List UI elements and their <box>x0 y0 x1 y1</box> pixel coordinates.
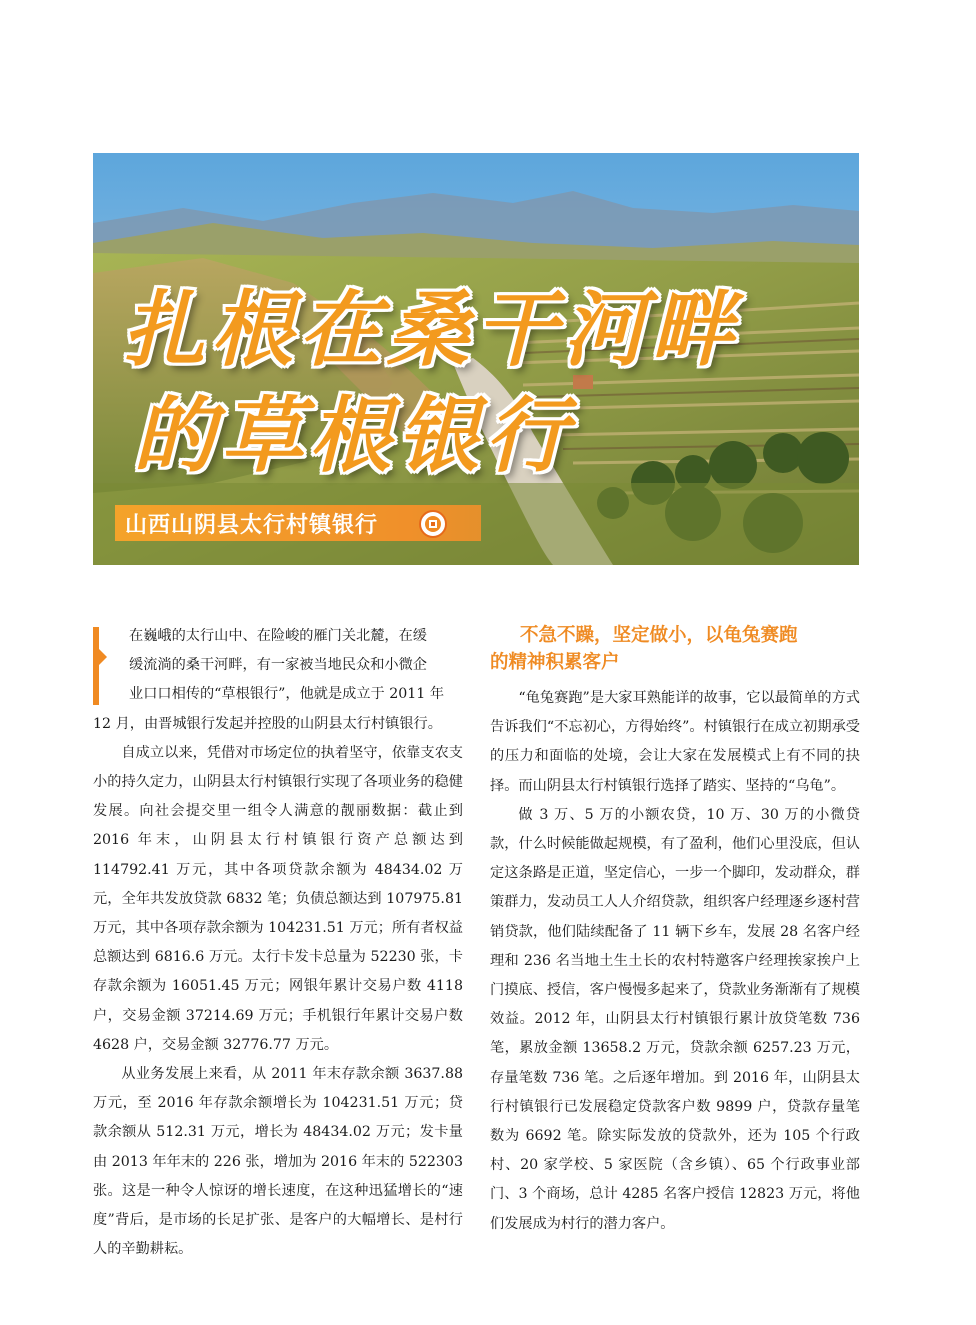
headline-line-1: 扎根在桑干河畔 <box>123 282 739 378</box>
headline-line-2: 的草根银行 <box>133 388 573 484</box>
left-column <box>93 622 463 1264</box>
section-heading <box>490 622 860 676</box>
intro-line-2: 缓流淌的桑干河畔，有一家被当地民众和小微企 <box>129 657 427 674</box>
paragraph: 做 3 万、5 万的小额农贷，10 万、30 万的小微贷款，什么时候能做起规模，有了盈利，他们心里没底，但认定这条路是正道，坚定信心，一步一个脚印，发动群众，群策群力，发动员工人人介绍贷款，组织客户经理逐乡逐村营销贷款，他们陆续配备了 11 辆下乡车，发展 28 名客户经理和 236 名当地土生土长的农村特邀客户经理挨家挨户上门摸底、授信，客户慢慢多起来了，贷款业务渐渐有了规模效益。2012 年，山阴县太行村镇银行累计放贷笔数 736 笔，累放金额 13658.2 万元，贷款余额 6257.23 万元，存量笔数 736 笔。之后逐年增加。到 2016 年，山阴县太行村镇银行已发展稳定贷款客户数 9899 户，贷款存量笔数为 6692 笔。除实际发放的贷款外，还为 105 个行政村、20 家学校、5 家医院（含乡镇）、65 个行政事业部门、3 个商场，总计 4285 名客户授信 12823 万元，将他们发展成为村行的潜力客户。 <box>490 806 860 1232</box>
section-heading-line-1: 不急不躁，坚定做小，以龟兔赛跑 <box>520 625 798 646</box>
right-column <box>490 622 860 1239</box>
bank-emblem-icon <box>419 510 447 538</box>
intro-block <box>93 622 463 710</box>
paragraph: 从业务发展上来看，从 2011 年末存款余额 3637.88 万元，至 2016 年存款余额增长为 104231.51 万元；贷款余额从 512.31 万元，增长为 48434.02 万元；发卡量由 2013 年年末的 226 张，增加为 2016 年末的 522303 张。这是一种令人惊讶的增长速度，在这种迅猛增长的“速度”背后，是市场的长足扩张、是客户的大幅增长、是村行人的辛勤耕耘。 <box>93 1066 463 1258</box>
intro-rest: 12 月，由晋城银行发起并控股的山阴县太行村镇银行。 <box>93 715 442 732</box>
intro-line-1: 在巍峨的太行山中、在险峻的雁门关北麓，在缓 <box>129 628 427 644</box>
intro-line-3: 业口口相传的“草根银行”，他就是成立于 2011 年 <box>129 686 445 703</box>
section-heading-line-2: 的精神积累客户 <box>490 652 620 673</box>
hero-banner <box>93 153 859 565</box>
paragraph: “龟兔赛跑”是大家耳熟能详的故事，它以最简单的方式告诉我们“不忘初心，方得始终”。村镇银行在成立初期承受的压力和面临的处境，会让大家在发展模式上有不同的抉择。而山阴县太行村镇银行选择了踏实、坚持的“乌龟”。 <box>490 690 860 794</box>
subtitle-text: 山西山阴县太行村镇银行 <box>125 512 379 538</box>
paragraph: 自成立以来，凭借对市场定位的执着坚守，依靠支农支小的持久定力，山阴县太行村镇银行实现了各项业务的稳健发展。向社会提交里一组令人满意的靓丽数据：截止到 2016 年末，山阴县太行村镇银行资产总额达到 114792.41 万元，其中各项贷款余额为 48434.02 万元，全年共发放贷款 6832 笔；负债总额达到 107975.81 万元，其中各项存款余额为 104231.51 万元；所有者权益总额达到 6816.6 万元。太行卡发卡总量为 52230 张，卡存款余额为 16051.45 万元；网银年累计交易户数 4118 户，交易金额 37214.69 万元；手机银行年累计交易户数 4628 户，交易金额 32776.77 万元。 <box>93 744 463 1053</box>
